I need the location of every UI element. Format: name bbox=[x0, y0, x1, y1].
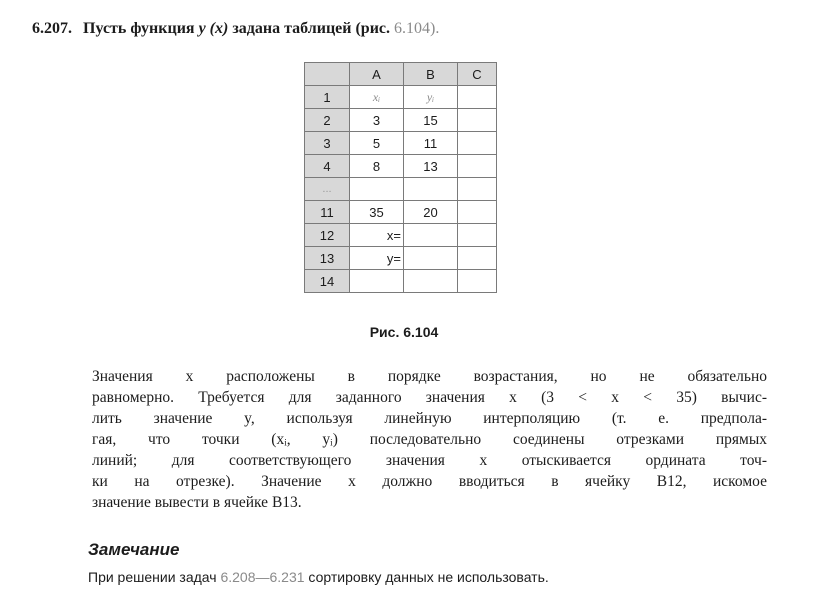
figure-caption: Рис. 6.104 bbox=[369, 324, 439, 340]
row-header: 2 bbox=[305, 109, 350, 132]
cell-a3: 5 bbox=[350, 132, 404, 155]
problem-statement bbox=[32, 20, 772, 38]
cell-a-gap bbox=[350, 178, 404, 201]
figure-reference: 6.104). bbox=[394, 20, 440, 37]
cell-b13 bbox=[404, 247, 458, 270]
cell-c2 bbox=[458, 109, 497, 132]
problem-function: y (x) bbox=[198, 20, 229, 37]
table-row bbox=[305, 86, 497, 109]
cell-c-gap bbox=[458, 178, 497, 201]
row-header: 4 bbox=[305, 155, 350, 178]
cell-b3: 11 bbox=[404, 132, 458, 155]
note-text-after: сортировку данных не использовать. bbox=[308, 569, 549, 585]
row-header: 3 bbox=[305, 132, 350, 155]
body-line: равномерно. Требуется для заданного значения x (3 < x < 35) вычис- bbox=[92, 389, 767, 406]
column-header-row bbox=[305, 63, 497, 86]
cell-b1: yᵢ bbox=[404, 86, 458, 109]
cell-c14 bbox=[458, 270, 497, 293]
corner-cell bbox=[305, 63, 350, 86]
cell-b2: 15 bbox=[404, 109, 458, 132]
problem-text-after: задана таблицей (рис. bbox=[232, 20, 391, 37]
problem-number: 6.207. bbox=[32, 20, 72, 37]
table-row bbox=[305, 224, 497, 247]
cell-a1: xᵢ bbox=[350, 86, 404, 109]
note-title: Замечание bbox=[88, 540, 180, 559]
cell-a13: y= bbox=[350, 247, 404, 270]
row-header: 11 bbox=[305, 201, 350, 224]
problem-text-before: Пусть функция bbox=[83, 20, 195, 37]
body-line: значение вывести в ячейке B13. bbox=[92, 494, 302, 511]
note-text-before: При решении задач bbox=[88, 569, 217, 585]
table-row bbox=[305, 155, 497, 178]
cell-a14 bbox=[350, 270, 404, 293]
column-header-c: C bbox=[458, 63, 497, 86]
spreadsheet-table bbox=[304, 62, 497, 293]
row-header: ... bbox=[305, 178, 350, 201]
cell-a2: 3 bbox=[350, 109, 404, 132]
table-row bbox=[305, 247, 497, 270]
table-row bbox=[305, 270, 497, 293]
row-header: 1 bbox=[305, 86, 350, 109]
cell-b-gap bbox=[404, 178, 458, 201]
column-header-b: B bbox=[404, 63, 458, 86]
body-line: Значения x расположены в порядке возрастания, но не обязательно bbox=[92, 368, 767, 385]
body-line: гая, что точки (xᵢ, yᵢ) последовательно соединены отрезками прямых bbox=[92, 431, 767, 448]
cell-c13 bbox=[458, 247, 497, 270]
cell-b4: 13 bbox=[404, 155, 458, 178]
cell-c12 bbox=[458, 224, 497, 247]
cell-a11: 35 bbox=[350, 201, 404, 224]
cell-c11 bbox=[458, 201, 497, 224]
column-header-a: A bbox=[350, 63, 404, 86]
cell-c3 bbox=[458, 132, 497, 155]
cell-b14 bbox=[404, 270, 458, 293]
body-line: лить значение y, используя линейную интерполяцию (т. е. предпола- bbox=[92, 410, 767, 427]
row-header: 12 bbox=[305, 224, 350, 247]
cell-c1 bbox=[458, 86, 497, 109]
cell-a4: 8 bbox=[350, 155, 404, 178]
cell-c4 bbox=[458, 155, 497, 178]
table-row bbox=[305, 109, 497, 132]
body-line: ки на отрезке). Значение x должно вводиться в ячейку B12, искомое bbox=[92, 473, 767, 490]
problem-body bbox=[92, 366, 767, 513]
row-header: 13 bbox=[305, 247, 350, 270]
row-header: 14 bbox=[305, 270, 350, 293]
cell-b12 bbox=[404, 224, 458, 247]
table-row bbox=[305, 201, 497, 224]
note-text bbox=[88, 569, 549, 585]
table-row bbox=[305, 132, 497, 155]
table-row-ellipsis bbox=[305, 178, 497, 201]
note-reference: 6.208—6.231 bbox=[220, 569, 305, 585]
cell-a12: x= bbox=[350, 224, 404, 247]
cell-b11: 20 bbox=[404, 201, 458, 224]
body-line: линий; для соответствующего значения x отыскивается ордината точ- bbox=[92, 452, 767, 469]
